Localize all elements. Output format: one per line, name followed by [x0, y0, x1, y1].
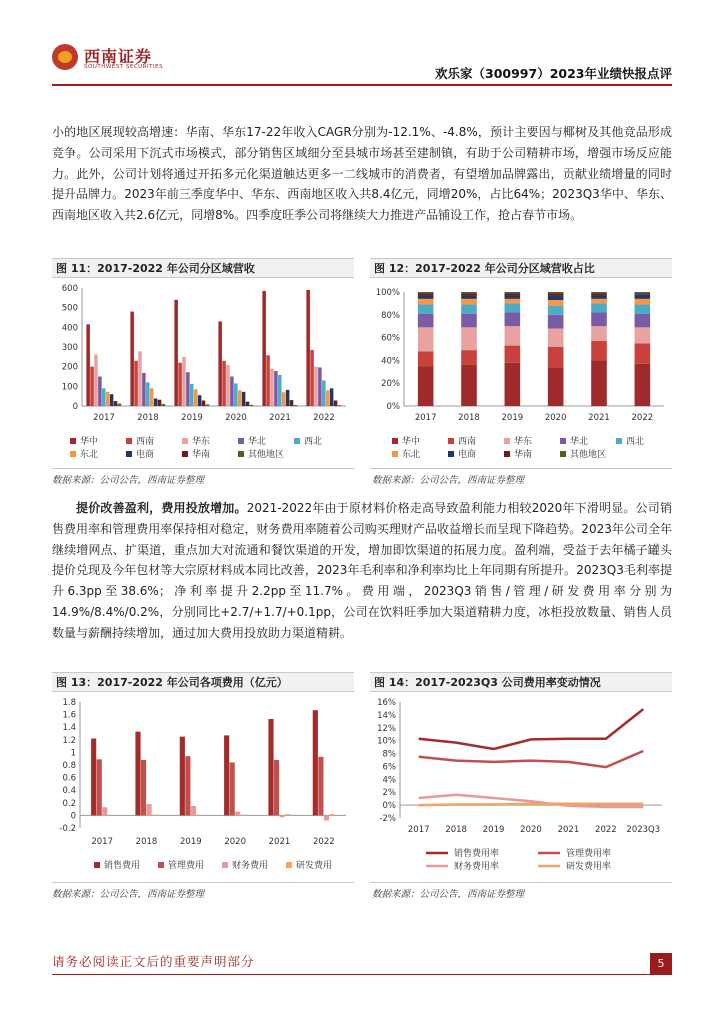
- bar: [278, 375, 282, 406]
- fig11-source: 数据来源：公司公告，西南证券整理: [52, 475, 205, 486]
- bar: [224, 735, 229, 815]
- stacked-bar-segment: [418, 295, 434, 298]
- stacked-bar-segment: [505, 326, 521, 345]
- y-tick-label: 10%: [377, 736, 396, 747]
- bar: [135, 732, 140, 816]
- bar: [154, 399, 158, 406]
- x-tick-label: 2019: [181, 413, 203, 423]
- legend-label: 东北: [402, 450, 421, 460]
- x-tick-label: 2018: [135, 837, 158, 847]
- bar: [318, 367, 322, 406]
- bar: [86, 324, 90, 406]
- legend-swatch: [504, 451, 510, 457]
- y-tick-label: 0%: [386, 402, 400, 412]
- paragraph-2: [52, 498, 672, 644]
- legend-label: 华北: [570, 437, 589, 447]
- bar: [146, 382, 150, 406]
- x-tick-label: 2019: [501, 413, 524, 423]
- bar: [108, 815, 113, 816]
- legend-swatch: [448, 451, 454, 457]
- legend-swatch: [560, 451, 566, 457]
- stacked-bar-segment: [591, 292, 607, 293]
- stacked-bar-segment: [418, 305, 434, 314]
- x-tick-label: 2022: [313, 837, 335, 847]
- stacked-bar-segment: [461, 295, 477, 298]
- legend-label: 华南: [514, 450, 533, 460]
- y-tick-label: 1.4: [62, 723, 76, 734]
- stacked-bar-segment: [635, 364, 651, 406]
- footer-rule: [52, 974, 672, 975]
- x-tick-label: 2020: [225, 413, 247, 423]
- fig12-source: 数据来源：公司公告，西南证券整理: [372, 475, 525, 486]
- bar: [218, 321, 222, 406]
- stacked-bar-segment: [418, 366, 434, 406]
- legend-label: 财务费用率: [454, 862, 500, 872]
- bar: [230, 762, 235, 815]
- y-tick-label: 200: [61, 362, 78, 373]
- y-tick-label: 6%: [382, 762, 396, 773]
- y-tick-label: 1.8: [62, 698, 76, 708]
- bar: [270, 369, 274, 406]
- stacked-bar-segment: [461, 350, 477, 365]
- x-tick-label: 2017: [414, 413, 437, 423]
- legend-label: 西南: [136, 437, 155, 447]
- legend-label: 管理费用率: [566, 849, 612, 859]
- stacked-bar-segment: [591, 326, 607, 341]
- bar: [198, 395, 202, 406]
- stacked-bar-segment: [418, 293, 434, 295]
- bar: [158, 400, 162, 406]
- bar: [268, 719, 273, 815]
- y-tick-label: 0%: [382, 801, 396, 812]
- legend-label: 电商: [136, 450, 155, 460]
- bar: [174, 300, 178, 406]
- header-rule: [52, 84, 672, 86]
- bar: [190, 384, 194, 406]
- x-tick-label: 2022: [595, 825, 617, 835]
- bar: [147, 804, 152, 815]
- x-tick-label: 2020: [224, 837, 246, 847]
- bar: [314, 367, 318, 406]
- bar: [191, 806, 196, 815]
- fig14-title: 图 14：2017-2023Q3 公司费用率变动情况: [370, 672, 672, 692]
- bar: [241, 815, 246, 816]
- stacked-bar-segment: [461, 292, 477, 293]
- stacked-bar-segment: [505, 363, 521, 406]
- legend-label: 其他地区: [570, 450, 607, 460]
- bar: [324, 815, 329, 820]
- bar: [182, 357, 186, 406]
- paragraph-2-body: 2021-2022年由于原材料价格走高导致盈利能力相较2020年下滑明显。公司销售费用率和管理费用率保持相对稳定，财务费用率随着公司购买理财产品收益增长而呈现下降趋势。2023年公司全年继续增网点、扩渠道，重点加大对流通和餐饮渠道的开发，增加即饮渠道的拓展力度。盈利端，受益于去年橘子罐头提价兑现及今年包材等大宗原材料成本同比改善，2023年毛利率和净利率均比上年同期有所提升。2023Q3毛利率提升6.3pp至38.6%；净利率提升2.2pp至11.7%。费用端，2023Q3销售/管理/研发费用率分别为14.9%/8.4%/0.2%，分别同比+2.7/+1.7/+0.1pp，公司在饮料旺季加大渠道精耕力度，冰柜投放数量、销售人员数量与薪酬持续增加，通过加大费用投放助力渠道精耕。: [52, 501, 672, 640]
- y-tick-label: 0: [72, 402, 78, 412]
- y-tick-label: 12%: [377, 723, 396, 734]
- bar: [142, 373, 146, 406]
- bar: [102, 807, 107, 815]
- stacked-bar-segment: [461, 365, 477, 406]
- fig14-bottom-rule: [370, 882, 672, 883]
- legend-swatch: [70, 451, 76, 457]
- stacked-bar-segment: [548, 295, 564, 300]
- stacked-bar-segment: [548, 347, 564, 368]
- y-tick-label: 400: [61, 323, 78, 334]
- x-tick-label: 2021: [588, 413, 610, 423]
- y-tick-label: 100%: [375, 288, 400, 298]
- legend-label: 华东: [192, 437, 211, 447]
- legend-label: 电商: [458, 450, 477, 460]
- stacked-bar-segment: [635, 305, 651, 314]
- legend-swatch: [158, 862, 164, 868]
- x-tick-label: 2022: [313, 413, 335, 423]
- page-number: 5: [650, 953, 672, 975]
- bar: [242, 392, 246, 406]
- fig11-bottom-rule: [52, 468, 354, 469]
- stacked-bar-segment: [548, 315, 564, 329]
- x-tick-label: 2020: [544, 413, 567, 423]
- bar: [98, 377, 102, 407]
- bar: [334, 400, 338, 406]
- stacked-bar-segment: [418, 292, 434, 293]
- stacked-bar-segment: [548, 293, 564, 295]
- bar: [114, 401, 118, 406]
- x-tick-label: 2022: [631, 413, 654, 423]
- y-tick-label: 1: [70, 748, 76, 759]
- paragraph-1: 小的地区展现较高增速：华南、华东17-22年收入CAGR分别为-12.1%、-4.8%，预计主要因与椰树及其他竞品形成竞争。公司采用下沉式市场模式，部分销售区域细分至县城市场甚至建制镇，有助于公司精耕市场，增强市场反应能力。此外，公司计划将通过开拓多元化渠道触达更多一二线城市的消费者，有望增加品牌露出，贡献业绩增量的同时提升品牌力。2023年前三季度华中、华东、西南地区收入共8.4亿元，同增20%，占比64%；2023Q3华中、华东、西南地区收入共2.6亿元，同增8%。四季度旺季公司将继续大力推进产品铺设工作，抢占春节市场。: [52, 125, 672, 223]
- legend-label: 销售费用率: [454, 849, 500, 859]
- y-tick-label: 0.6: [62, 773, 76, 784]
- bar: [118, 404, 122, 406]
- bar: [330, 388, 334, 406]
- stacked-bar-segment: [548, 292, 564, 293]
- x-tick-label: 2018: [458, 413, 480, 423]
- legend-swatch: [294, 438, 300, 444]
- bar: [290, 400, 294, 406]
- bar: [313, 710, 318, 815]
- legend-swatch: [94, 862, 100, 868]
- y-tick-label: 0.8: [62, 761, 76, 771]
- legend-swatch: [222, 862, 228, 868]
- bar: [94, 354, 98, 406]
- legend-label: 销售费用: [104, 861, 141, 871]
- x-tick-label: 2018: [445, 825, 467, 835]
- bar: [162, 404, 166, 406]
- bar: [230, 377, 234, 407]
- y-tick-label: 600: [61, 284, 78, 294]
- bar: [282, 392, 286, 406]
- bar: [91, 739, 96, 816]
- legend-label: 华中: [80, 437, 99, 447]
- stacked-bar-segment: [635, 314, 651, 328]
- y-tick-label: -2%: [379, 814, 396, 824]
- legend-label: 财务费用: [232, 861, 269, 871]
- x-tick-label: 2017: [407, 825, 430, 835]
- stacked-bar-segment: [548, 306, 564, 315]
- bar: [280, 815, 285, 817]
- footer-disclaimer: 请务必阅读正文后的重要声明部分: [52, 954, 255, 969]
- bar: [226, 365, 230, 406]
- bar: [238, 390, 242, 406]
- stacked-bar-segment: [505, 303, 521, 312]
- chart-fig12: [370, 280, 672, 466]
- bar: [130, 312, 134, 406]
- stacked-bar-segment: [591, 295, 607, 298]
- bar: [250, 405, 254, 406]
- stacked-bar-segment: [418, 351, 434, 366]
- bar: [110, 394, 114, 406]
- bar: [185, 756, 190, 815]
- legend-swatch: [126, 451, 132, 457]
- x-tick-label: 2020: [520, 825, 542, 835]
- stacked-bar-segment: [461, 314, 477, 328]
- series-line: [419, 804, 644, 805]
- bar: [294, 405, 298, 406]
- bar: [326, 390, 330, 406]
- series-line: [419, 709, 644, 749]
- x-tick-label: 2017: [93, 413, 115, 423]
- y-tick-label: 100: [61, 382, 78, 393]
- legend-swatch: [392, 451, 398, 457]
- legend-label: 其他地区: [248, 450, 285, 460]
- bar: [329, 814, 334, 815]
- stacked-bar-segment: [591, 293, 607, 295]
- legend-label: 管理费用: [168, 861, 205, 871]
- stacked-bar-segment: [635, 293, 651, 294]
- legend-label: 研发费用: [296, 861, 333, 871]
- stacked-bar-segment: [635, 292, 651, 293]
- company-logo-icon: [52, 44, 78, 70]
- y-tick-label: 4%: [382, 775, 396, 786]
- y-tick-label: 80%: [381, 310, 400, 321]
- logo-name: 西南证券: [84, 47, 153, 66]
- bar: [202, 400, 206, 406]
- stacked-bar-segment: [591, 299, 607, 304]
- bar: [285, 814, 290, 815]
- legend-swatch: [182, 451, 188, 457]
- bar: [262, 291, 266, 406]
- stacked-bar-segment: [591, 341, 607, 360]
- bar: [274, 371, 278, 406]
- bar: [196, 815, 201, 816]
- fig14-source: 数据来源：公司公告，西南证券整理: [372, 889, 525, 900]
- x-tick-label: 2019: [482, 825, 505, 835]
- bar: [186, 372, 190, 406]
- bar: [306, 290, 310, 406]
- stacked-bar-segment: [548, 367, 564, 406]
- bar: [138, 351, 142, 406]
- chart-fig11: [52, 280, 354, 466]
- stacked-bar-segment: [505, 346, 521, 363]
- stacked-bar-segment: [591, 313, 607, 327]
- stacked-bar-segment: [418, 299, 434, 305]
- y-tick-label: 0.4: [62, 786, 76, 797]
- report-title: 欢乐家（300997）2023年业绩快报点评: [435, 66, 672, 81]
- y-tick-label: 8%: [382, 749, 396, 760]
- y-tick-label: 1.6: [62, 710, 76, 721]
- legend-swatch: [392, 438, 398, 444]
- x-tick-label: 2017: [91, 837, 113, 847]
- legend-label: 东北: [80, 450, 99, 460]
- y-tick-label: 60%: [381, 333, 400, 344]
- y-tick-label: 0: [70, 811, 76, 822]
- x-tick-label: 2018: [137, 413, 159, 423]
- stacked-bar-segment: [635, 299, 651, 305]
- y-tick-label: -0.2: [59, 824, 76, 834]
- chart-fig14: [370, 694, 672, 880]
- stacked-bar-segment: [505, 313, 521, 327]
- y-tick-label: 1.2: [62, 735, 76, 746]
- legend-swatch: [286, 862, 292, 868]
- bar: [178, 363, 182, 406]
- bar: [102, 388, 106, 406]
- x-tick-label: 2021: [268, 837, 291, 847]
- y-tick-label: 300: [61, 343, 78, 353]
- bar: [222, 361, 226, 406]
- legend-label: 西南: [458, 437, 477, 447]
- fig13-bottom-rule: [52, 882, 354, 883]
- legend-label: 华东: [514, 437, 533, 447]
- bar: [97, 759, 102, 815]
- stacked-bar-segment: [418, 314, 434, 328]
- fig12-bottom-rule: [370, 468, 672, 469]
- legend-swatch: [560, 438, 566, 444]
- y-tick-label: 20%: [381, 379, 400, 390]
- stacked-bar-segment: [418, 327, 434, 351]
- fig12-title: 图 12：2017-2022 年公司分区域营收占比: [370, 258, 672, 278]
- stacked-bar-segment: [461, 327, 477, 350]
- legend-label: 研发费用率: [566, 862, 612, 872]
- bar: [134, 361, 138, 406]
- bar: [338, 405, 342, 406]
- legend-label: 西北: [304, 437, 323, 447]
- bar: [141, 760, 146, 815]
- y-tick-label: 500: [61, 303, 78, 314]
- stacked-bar-segment: [461, 305, 477, 314]
- bar: [246, 402, 250, 406]
- stacked-bar-segment: [548, 300, 564, 306]
- y-tick-label: 14%: [377, 710, 396, 721]
- x-tick-label: 2021: [557, 825, 580, 835]
- bar: [322, 380, 326, 406]
- chart-fig13: [52, 694, 354, 880]
- bar: [235, 812, 240, 816]
- bar: [90, 367, 94, 406]
- stacked-bar-segment: [635, 294, 651, 299]
- bar: [152, 815, 157, 816]
- bar: [310, 350, 314, 406]
- stacked-bar-segment: [461, 299, 477, 305]
- legend-label: 西北: [626, 437, 645, 447]
- bar: [180, 737, 185, 816]
- stacked-bar-segment: [635, 327, 651, 343]
- x-tick-label: 2019: [180, 837, 202, 847]
- legend-label: 华北: [248, 437, 267, 447]
- x-tick-label: 2023Q3: [626, 825, 661, 835]
- y-tick-label: 0.2: [62, 798, 76, 809]
- legend-swatch: [616, 438, 622, 444]
- bar: [318, 757, 323, 816]
- logo-subtitle: SOUTHWEST SECURITIES: [84, 64, 164, 70]
- paragraph-2-lead: 提价改善盈利，费用投放增加。: [76, 501, 247, 515]
- stacked-bar-segment: [548, 328, 564, 346]
- legend-swatch: [126, 438, 132, 444]
- bar: [286, 390, 290, 406]
- legend-swatch: [182, 438, 188, 444]
- stacked-bar-segment: [635, 343, 651, 364]
- x-tick-label: 2021: [269, 413, 291, 423]
- legend-swatch: [238, 438, 244, 444]
- stacked-bar-segment: [591, 303, 607, 312]
- bar: [274, 760, 279, 815]
- stacked-bar-segment: [505, 292, 521, 293]
- fig13-title: 图 13：2017-2022 年公司各项费用（亿元）: [52, 672, 354, 692]
- legend-swatch: [238, 451, 244, 457]
- legend-label: 华南: [192, 450, 211, 460]
- bar: [150, 388, 154, 406]
- bar: [106, 392, 110, 406]
- y-tick-label: 40%: [381, 356, 400, 367]
- fig13-source: 数据来源：公司公告，西南证券整理: [52, 889, 205, 900]
- stacked-bar-segment: [505, 299, 521, 304]
- stacked-bar-segment: [505, 293, 521, 295]
- bar: [266, 355, 270, 406]
- bar: [194, 389, 198, 406]
- bar: [206, 404, 210, 406]
- legend-swatch: [504, 438, 510, 444]
- series-line: [419, 751, 644, 767]
- legend-swatch: [70, 438, 76, 444]
- y-tick-label: 2%: [382, 788, 396, 799]
- bar: [234, 383, 238, 406]
- stacked-bar-segment: [461, 293, 477, 295]
- y-tick-label: 16%: [377, 698, 396, 708]
- stacked-bar-segment: [591, 360, 607, 406]
- legend-label: 华中: [402, 437, 421, 447]
- stacked-bar-segment: [505, 295, 521, 298]
- legend-swatch: [448, 438, 454, 444]
- fig11-title: 图 11：2017-2022 年公司分区域营收: [52, 258, 354, 278]
